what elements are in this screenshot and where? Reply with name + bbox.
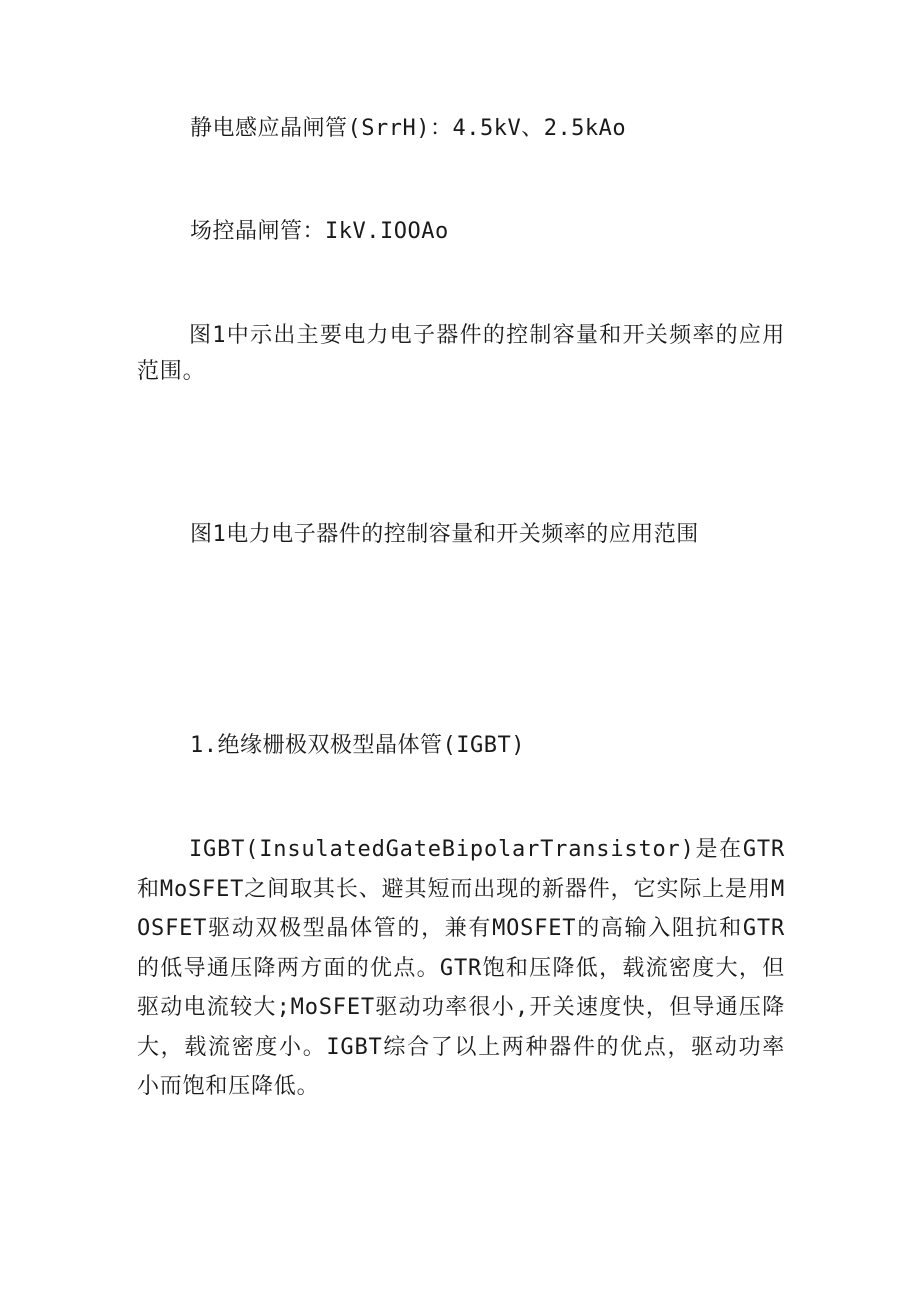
sith-spec-line: 静电感应晶闸管(SrrH)：4.5kV、2.5kAo	[190, 116, 627, 141]
figure-intro-paragraph: 图1中示出主要电力电子器件的控制容量和开关频率的应用范围。	[137, 323, 785, 384]
figure-caption: 图1电力电子器件的控制容量和开关频率的应用范围	[190, 522, 699, 547]
mct-spec-line: 场控晶闸管：IkV.IOOAo	[190, 219, 449, 244]
section-heading: 1.绝缘栅极双极型晶体管(IGBT)	[190, 733, 525, 758]
igbt-paragraph: IGBT(InsulatedGateBipolarTransistor)是在GTR和MoSFET之间取其长、避其短而出现的新器件，它实际上是用MOSFET驱动双极型晶体管的，兼有MOSFET的高输入阻抗和GTR的低导通压降两方面的优点。GTR饱和压降低，载流密度大，但驱动电流较大;MoSFET驱动功率很小,开关速度快，但导通压降大，载流密度小。IGBT综合了以上两种器件的优点，驱动功率小而饱和压降低。	[137, 837, 785, 1099]
